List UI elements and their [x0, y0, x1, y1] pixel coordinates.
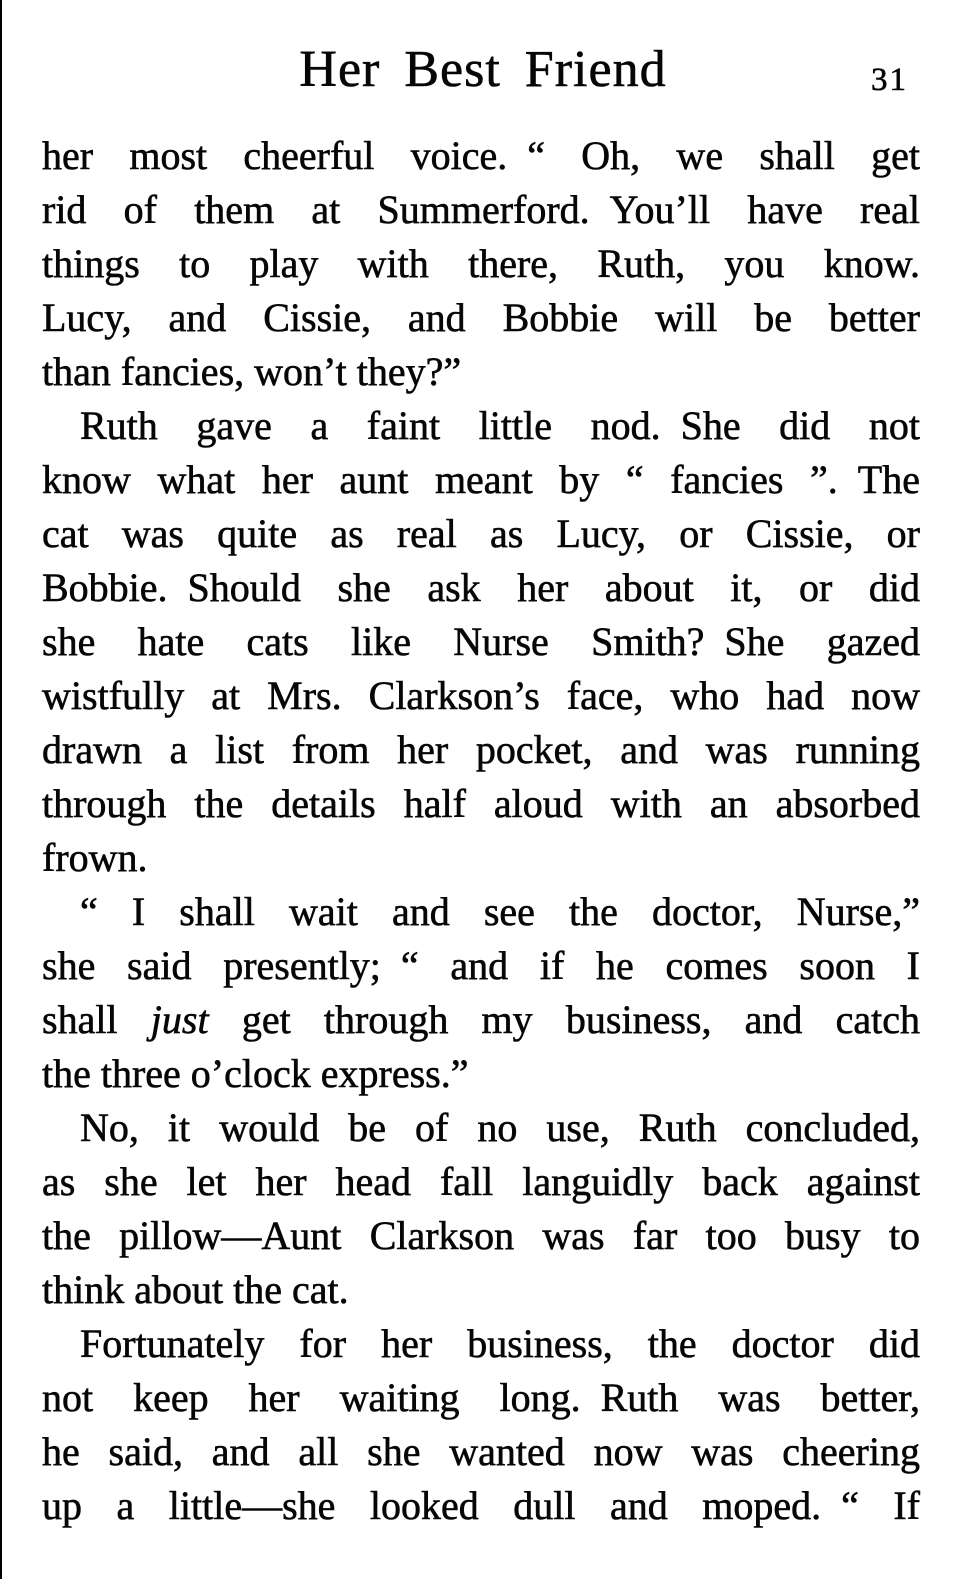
- text-segment: shall: [42, 997, 118, 1042]
- scan-edge-artifact: [0, 0, 2, 1579]
- running-header: [0, 38, 966, 108]
- italic-word: just: [150, 997, 209, 1042]
- text-line: he said, and all she wanted now was cheering: [42, 1429, 920, 1474]
- text-line: her most cheerful voice. “ Oh, we shall get: [42, 133, 920, 178]
- text-line: wistfully at Mrs. Clarkson’s face, who had now: [42, 673, 920, 718]
- text-line: Lucy, and Cissie, and Bobbie will be better: [42, 295, 920, 340]
- text-line: think about the cat.: [42, 1267, 349, 1312]
- text-line: cat was quite as real as Lucy, or Cissie, or: [42, 511, 920, 556]
- page-body: [42, 129, 920, 1533]
- text-line: the three o’clock express.”: [42, 1051, 469, 1096]
- text-line: not keep her waiting long. Ruth was better,: [42, 1375, 920, 1420]
- text-line: Bobbie. Should she ask her about it, or did: [42, 565, 920, 610]
- page-title: Her Best Friend: [299, 41, 667, 98]
- text-line: as she let her head fall languidly back against: [42, 1159, 920, 1204]
- text-line: No, it would be of no use, Ruth concluded,: [80, 1105, 920, 1150]
- text-line: “ I shall wait and see the doctor, Nurse,”: [80, 889, 920, 934]
- text-line: frown.: [42, 835, 148, 880]
- text-line: [42, 993, 920, 1047]
- text-line: know what her aunt meant by “ fancies ”. The: [42, 457, 920, 502]
- text-line: things to play with there, Ruth, you know.: [42, 241, 920, 286]
- text-line: Ruth gave a faint little nod. She did not: [80, 403, 920, 448]
- text-line: she said presently; “ and if he comes soon I: [42, 943, 920, 988]
- text-line: Fortunately for her business, the doctor did: [80, 1321, 920, 1366]
- text-line: drawn a list from her pocket, and was running: [42, 727, 920, 772]
- text-line: she hate cats like Nurse Smith? She gazed: [42, 619, 920, 664]
- text-line: the pillow—Aunt Clarkson was far too busy to: [42, 1213, 920, 1258]
- text-line: rid of them at Summerford. You’ll have real: [42, 187, 920, 232]
- text-line: through the details half aloud with an absorbed: [42, 781, 920, 826]
- text-line: up a little—she looked dull and moped. “ If: [42, 1483, 920, 1528]
- text-line: than fancies, won’t they?”: [42, 349, 462, 394]
- text-segment: get through my business, and catch: [241, 997, 921, 1042]
- page-number: 31: [871, 62, 908, 98]
